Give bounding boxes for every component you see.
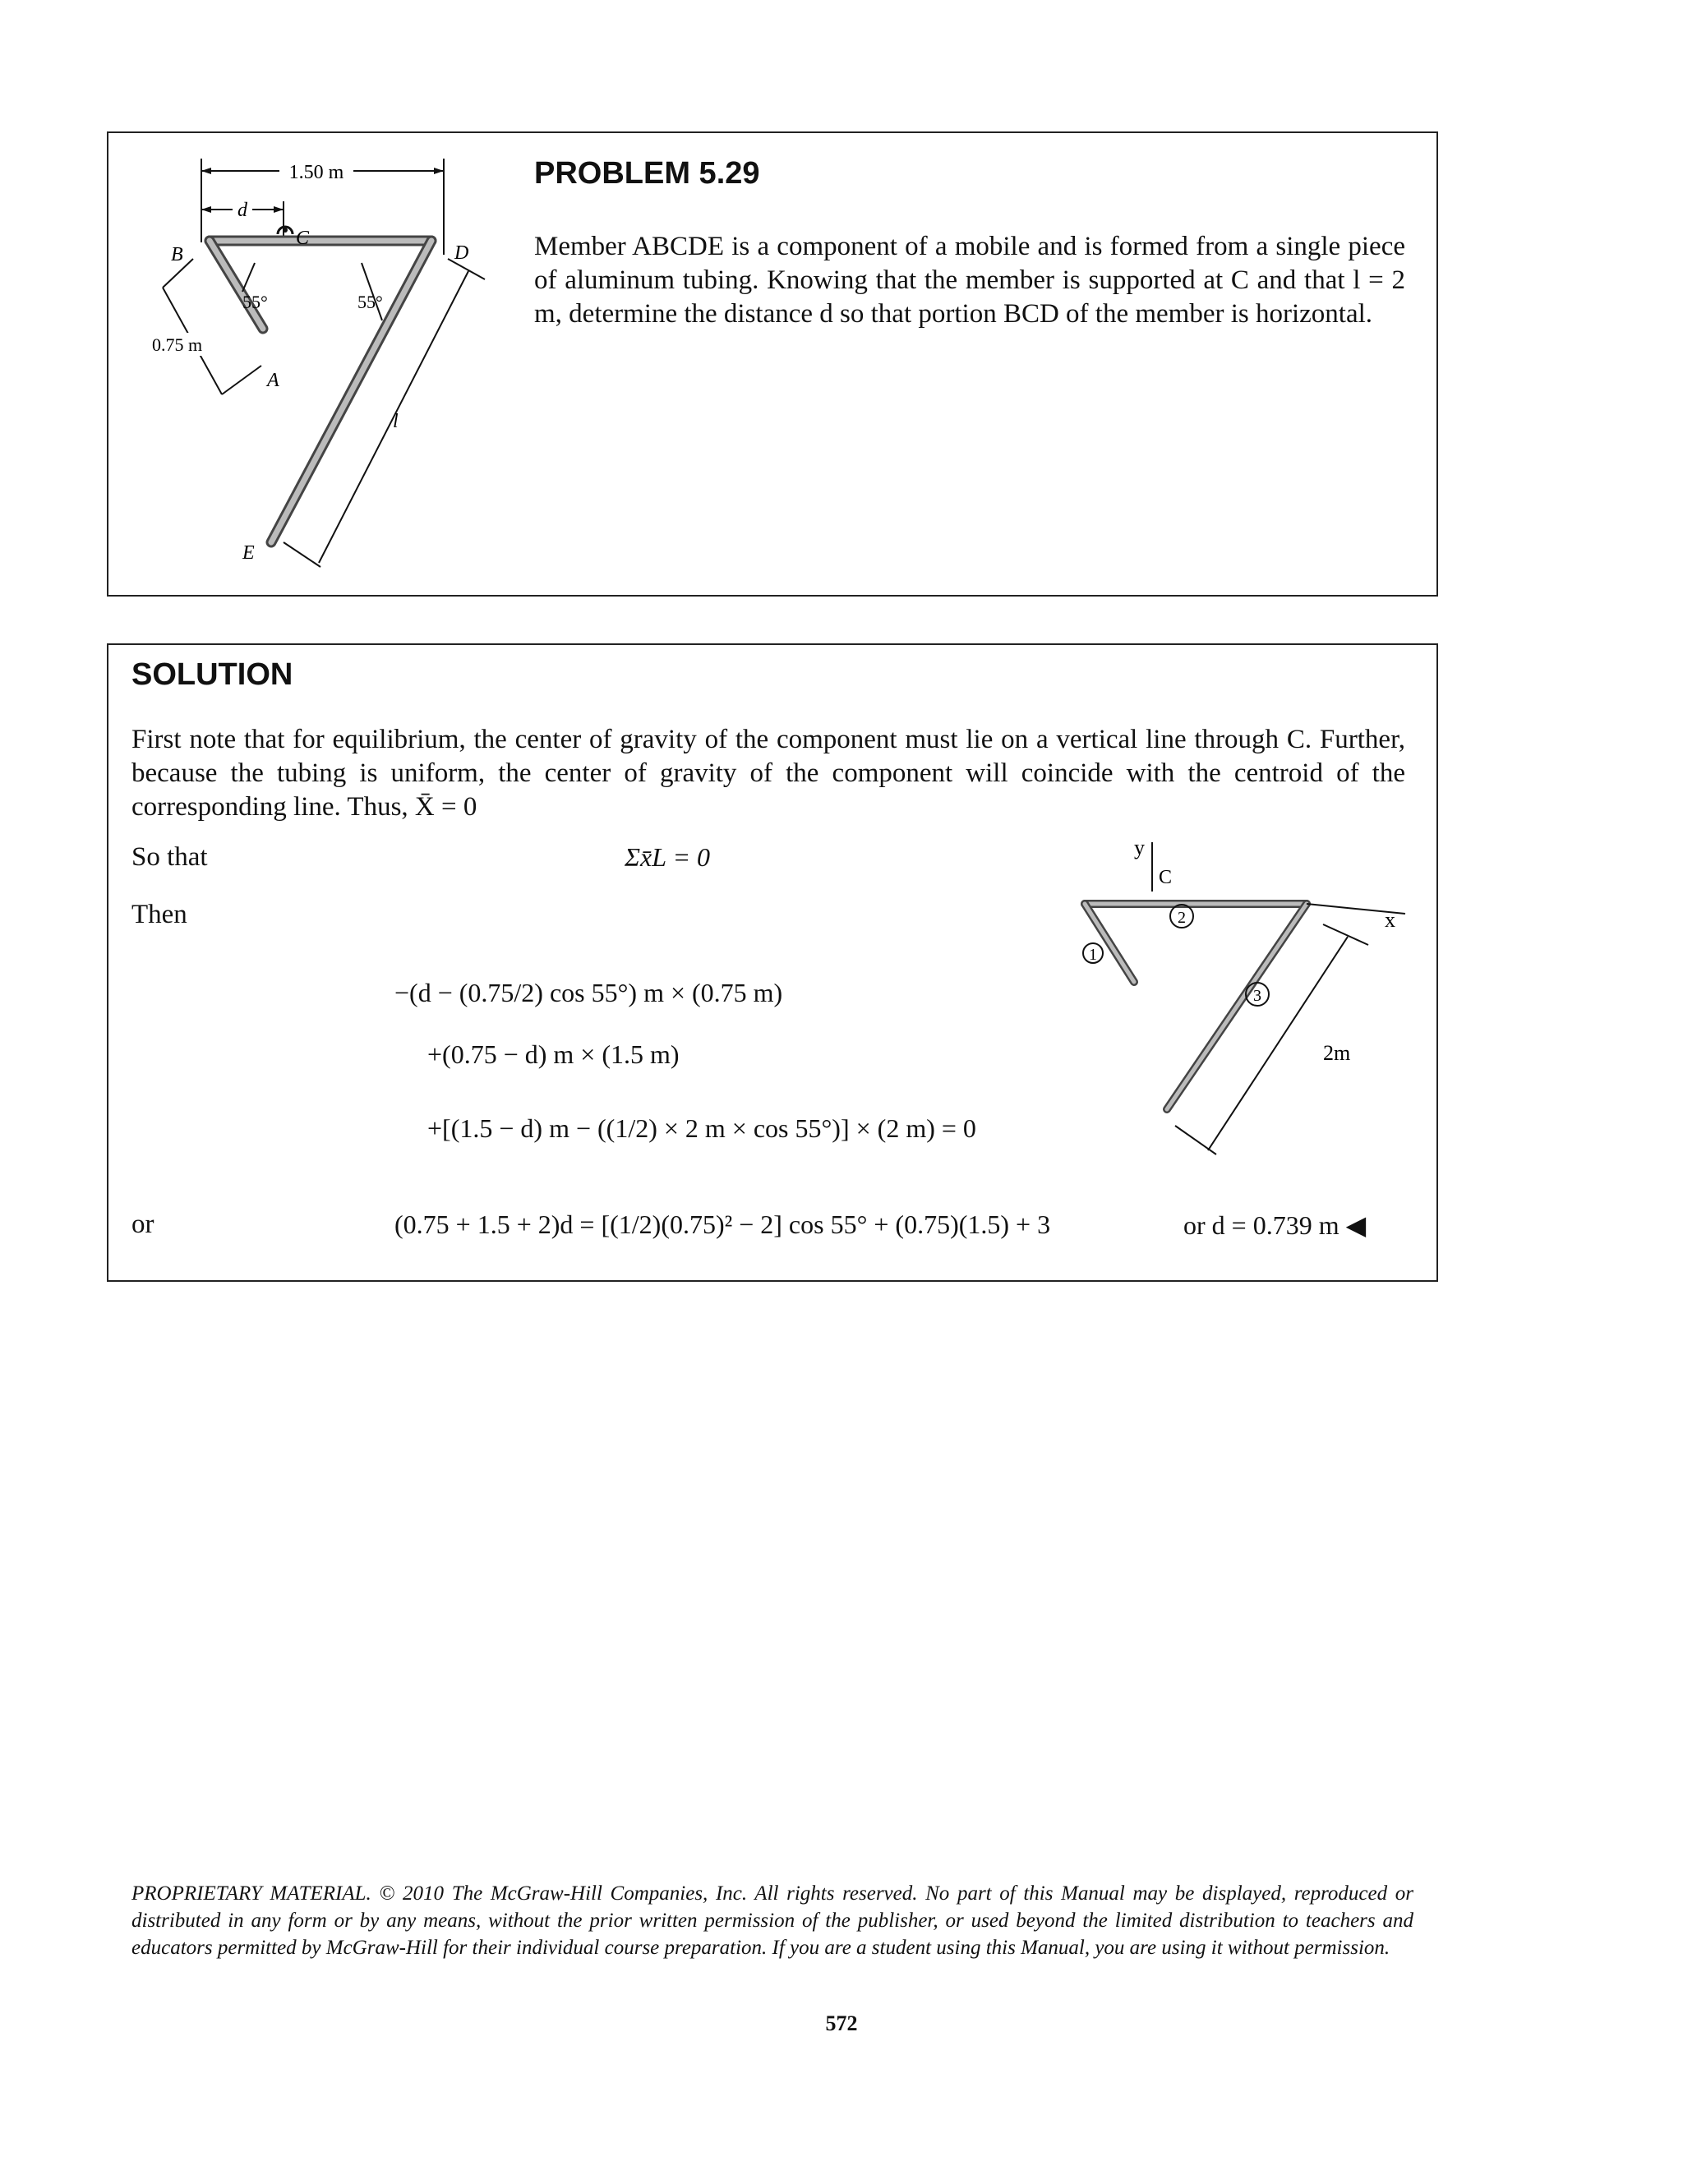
so-that-label: So that: [131, 842, 208, 872]
label-e: E: [242, 542, 255, 564]
label-b: B: [171, 244, 183, 265]
page-number: 572: [825, 2011, 858, 2035]
dim-top-label: 1.50 m: [288, 162, 344, 183]
then-equation-line-3: +[(1.5 − d) m − ((1/2) × 2 m × cos 55°)] × (2 m) = 0: [427, 1113, 976, 1143]
then-equation-line-1: −(d − (0.75/2) cos 55°) m × (0.75 m): [394, 978, 783, 1007]
dim-d-label: d: [237, 200, 247, 221]
label-a: A: [267, 370, 279, 391]
answer-marker-icon: ◀: [1345, 1210, 1367, 1240]
sketch-point-c: C: [1159, 867, 1173, 888]
angle-left-label: 55°: [242, 292, 268, 312]
problem-title: PROBLEM 5.29: [534, 156, 760, 191]
sketch-seg-1: 1: [1089, 946, 1097, 964]
problem-figure: [131, 144, 559, 604]
sketch-seg-2: 2: [1178, 909, 1186, 927]
dim-left-label: 0.75 m: [152, 334, 203, 355]
then-equation-line-2: +(0.75 − d) m × (1.5 m): [427, 1039, 680, 1069]
dim-l-label: l: [393, 411, 399, 432]
solution-intro: First note that for equilibrium, the center of gravity of the component must lie on a vertical line through C. Further, because the tubing is uniform, the center of gravity of the component will coincide with the centroid of the corresponding line. Thus, X̄ = 0: [131, 725, 1405, 822]
so-that-equation: Σx̄L = 0: [625, 842, 711, 872]
answer: [1183, 1209, 1366, 1241]
answer-text: or d = 0.739 m: [1183, 1210, 1339, 1240]
copyright-footer: PROPRIETARY MATERIAL. © 2010 The McGraw-Hill Companies, Inc. All rights reserved. No part of this Manual may be displayed, reproduced or distributed in any form or by any means, without the prior written permission of the publisher, or used beyond the limited distribution to teachers and educators permitted by McGraw-Hill for their individual course preparation. If you are a student using this Manual, you are using it without permission.: [131, 1882, 1413, 1959]
solution-heading: SOLUTION: [131, 657, 293, 692]
final-equation: (0.75 + 1.5 + 2)d = [(1/2)(0.75)² − 2] cos 55° + (0.75)(1.5) + 3: [394, 1209, 1051, 1239]
angle-right-label: 55°: [357, 292, 383, 312]
sketch-length: 2m: [1323, 1041, 1351, 1065]
sketch-seg-3: 3: [1253, 987, 1261, 1005]
sketch-axis-y: y: [1134, 838, 1145, 859]
label-d: D: [454, 242, 469, 264]
problem-statement: Member ABCDE is a component of a mobile and is formed from a single piece of aluminum tubing. Knowing that the member is supported at C and that l = 2 m, determine the distance d so that portion BCD of the member is horizontal.: [534, 232, 1405, 329]
solution-sketch: [1060, 838, 1430, 1191]
label-c: C: [296, 228, 310, 249]
then-label: Then: [131, 900, 187, 929]
sketch-axis-x: x: [1385, 908, 1395, 932]
or-label: or: [131, 1209, 154, 1239]
